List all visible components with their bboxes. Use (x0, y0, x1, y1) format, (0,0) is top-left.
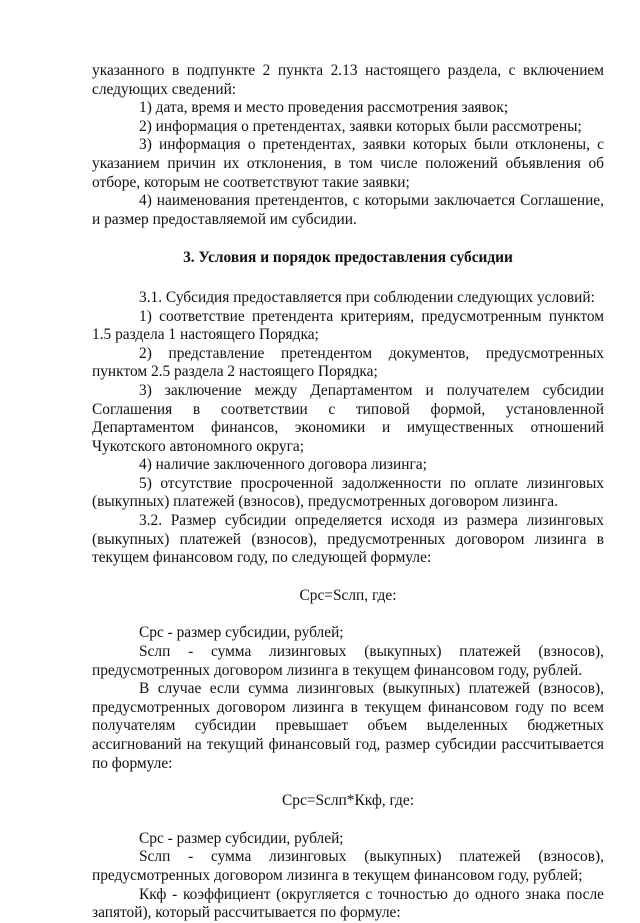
intro-item-4: 4) наименования претендентов, с которыми заключается Соглашение, и размер предоставляемой им субсидии. (92, 192, 604, 228)
definition-2-kkf: Ккф - коэффициент (округляется с точностью до одного знака после запятой), который рассчитывается по формуле: (92, 885, 604, 922)
formula-1: Срс=Sслп, где: (299, 586, 397, 604)
definition-1-sslp: Sслп - сумма лизинговых (выкупных) платежей (взносов), предусмотренных договором лизинга в текущем финансовом году, рублей. (92, 643, 604, 679)
section-3-heading: 3. Условия и порядок предоставления субсидии (183, 249, 513, 267)
intro-lead: указанного в подпункте 2 пункта 2.13 настоящего раздела, с включением следующих сведений: (92, 62, 604, 98)
condition-2: 2) представление претендентом документов, предусмотренных пунктом 2.5 раздела 2 настоящего Порядка; (92, 344, 604, 381)
definition-2-srs: Срс - размер субсидии, рублей; (139, 829, 344, 847)
document-page (92, 62, 604, 923)
formula-2: Срс=Sслп*Ккф, где: (282, 792, 414, 810)
definition-2-sslp: Sслп - сумма лизинговых (выкупных) платежей (взносов), предусмотренных договором лизинга в текущем финансовом году, рублей; (92, 848, 604, 884)
paragraph-case: В случае если сумма лизинговых (выкупных) платежей (взносов), предусмотренных договором лизинга в текущем финансовом году по всем получателям субсидии превышает объем выделенных бюджетных ассигнований на текущий финансовый год, размер субсидии рассчитывается по формуле: (92, 680, 604, 772)
condition-1: 1) соответствие претендента критериям, предусмотренным пунктом 1.5 раздела 1 настоящего Порядка; (92, 307, 604, 344)
paragraph-3-1: 3.1. Субсидия предоставляется при соблюдении следующих условий: (139, 288, 595, 306)
intro-item-1: 1) дата, время и место проведения рассмотрения заявок; (139, 99, 509, 117)
condition-5: 5) отсутствие просроченной задолженности по оплате лизинговых (выкупных) платежей (взносов), предусмотренных договором лизинга. (92, 474, 604, 511)
condition-4: 4) наличие заключенного договора лизинга; (139, 456, 427, 474)
condition-3: 3) заключение между Департаментом и получателем субсидии Соглашения в соответствии с типовой формой, установленной Департаментом финансов, экономики и имущественных отношений Чукотского автономного округа; (92, 381, 604, 455)
definition-1-srs: Срс - размер субсидии, рублей; (139, 624, 344, 642)
intro-item-2: 2) информация о претендентах, заявки которых были рассмотрены; (139, 117, 582, 135)
intro-item-3: 3) информация о претендентах, заявки которых были отклонены, с указанием причин их отклонения, в том числе положений объявления об отборе, которым не соответствуют такие заявки; (92, 136, 604, 191)
paragraph-3-2: 3.2. Размер субсидии определяется исходя из размера лизинговых (выкупных) платежей (взносов), предусмотренных договором лизинга в текущем финансовом году, по следующей формуле: (92, 512, 604, 567)
